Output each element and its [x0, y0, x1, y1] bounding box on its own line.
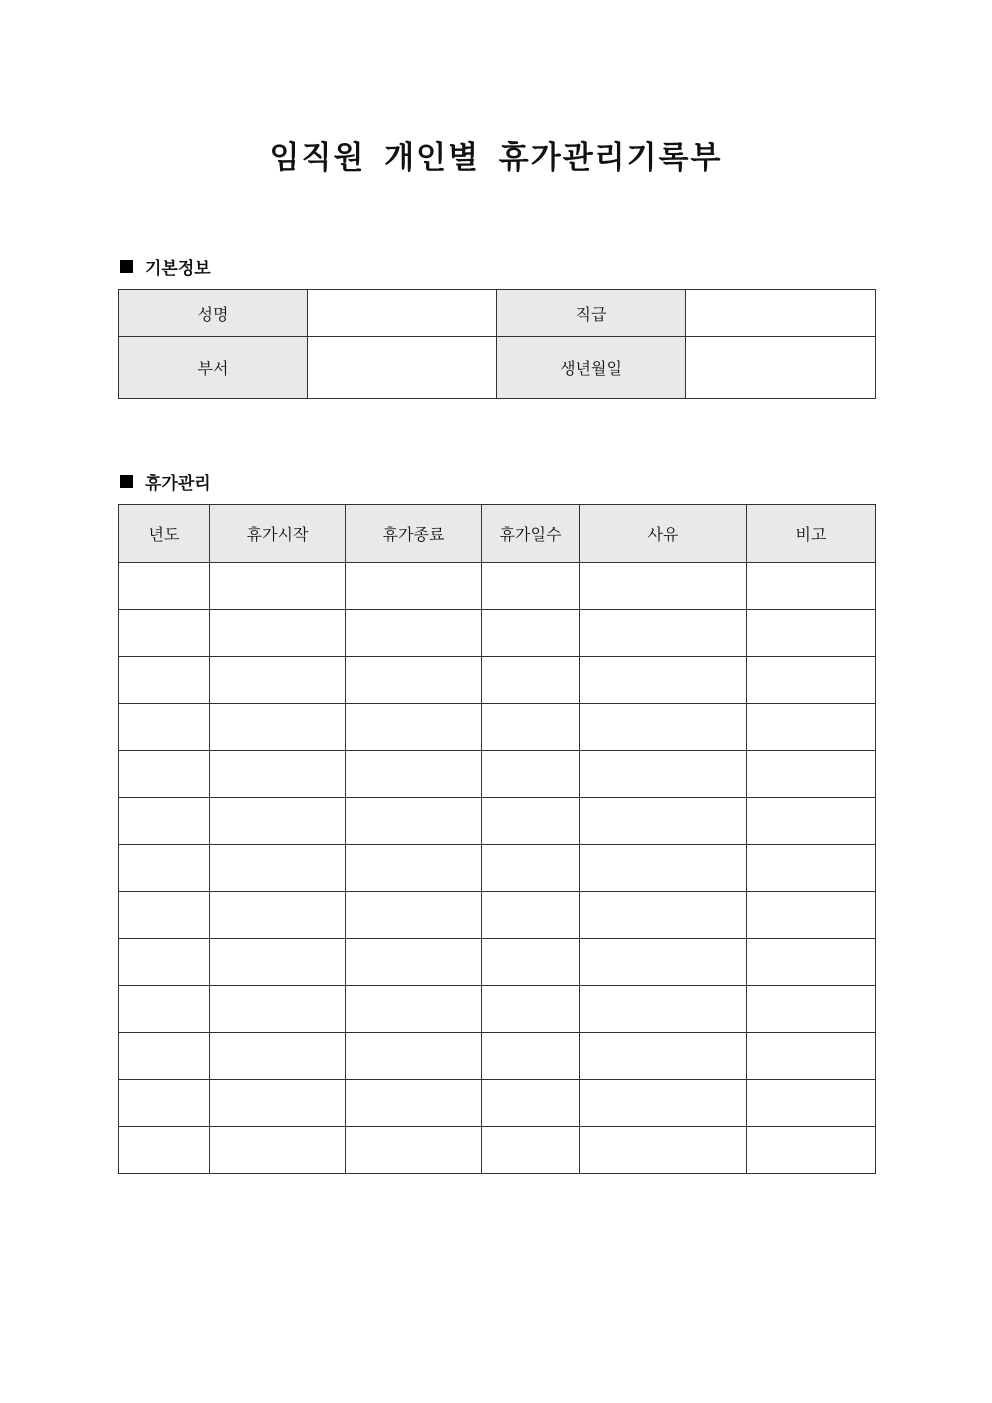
- days-cell[interactable]: [482, 845, 580, 892]
- days-cell[interactable]: [482, 657, 580, 704]
- year-cell[interactable]: [119, 986, 210, 1033]
- table-row: [119, 845, 876, 892]
- days-cell[interactable]: [482, 939, 580, 986]
- end-cell[interactable]: [346, 657, 482, 704]
- reason-cell[interactable]: [580, 563, 747, 610]
- note-cell[interactable]: [747, 798, 876, 845]
- table-row: [119, 1033, 876, 1080]
- reason-cell[interactable]: [580, 1080, 747, 1127]
- department-label: 부서: [119, 337, 308, 399]
- reason-cell[interactable]: [580, 751, 747, 798]
- end-cell[interactable]: [346, 704, 482, 751]
- year-cell[interactable]: [119, 892, 210, 939]
- end-cell[interactable]: [346, 751, 482, 798]
- vacation-header-row: [119, 505, 876, 563]
- note-cell[interactable]: [747, 610, 876, 657]
- col-year: 년도: [119, 505, 210, 563]
- start-cell[interactable]: [210, 798, 346, 845]
- days-cell[interactable]: [482, 610, 580, 657]
- note-cell[interactable]: [747, 939, 876, 986]
- end-cell[interactable]: [346, 986, 482, 1033]
- days-cell[interactable]: [482, 1080, 580, 1127]
- year-cell[interactable]: [119, 845, 210, 892]
- start-cell[interactable]: [210, 845, 346, 892]
- reason-cell[interactable]: [580, 704, 747, 751]
- end-cell[interactable]: [346, 845, 482, 892]
- reason-cell[interactable]: [580, 986, 747, 1033]
- col-start: 휴가시작: [210, 505, 346, 563]
- year-cell[interactable]: [119, 657, 210, 704]
- year-cell[interactable]: [119, 563, 210, 610]
- table-row: [119, 892, 876, 939]
- note-cell[interactable]: [747, 563, 876, 610]
- vacation-heading-label: 휴가관리: [145, 474, 211, 494]
- end-cell[interactable]: [346, 563, 482, 610]
- year-cell[interactable]: [119, 610, 210, 657]
- table-row: [119, 610, 876, 657]
- basic-info-heading-label: 기본정보: [145, 259, 211, 279]
- note-cell[interactable]: [747, 657, 876, 704]
- col-end: 휴가종료: [346, 505, 482, 563]
- birthdate-label: 생년월일: [497, 337, 686, 399]
- days-cell[interactable]: [482, 704, 580, 751]
- year-cell[interactable]: [119, 1033, 210, 1080]
- reason-cell[interactable]: [580, 657, 747, 704]
- note-cell[interactable]: [747, 751, 876, 798]
- note-cell[interactable]: [747, 1080, 876, 1127]
- table-row: [119, 939, 876, 986]
- reason-cell[interactable]: [580, 1033, 747, 1080]
- position-field[interactable]: [686, 290, 876, 337]
- square-bullet-icon: [120, 260, 133, 273]
- col-days: 휴가일수: [482, 505, 580, 563]
- end-cell[interactable]: [346, 610, 482, 657]
- basic-info-heading: [120, 254, 211, 279]
- start-cell[interactable]: [210, 1080, 346, 1127]
- start-cell[interactable]: [210, 704, 346, 751]
- vacation-table: [118, 504, 876, 1174]
- year-cell[interactable]: [119, 704, 210, 751]
- reason-cell[interactable]: [580, 939, 747, 986]
- note-cell[interactable]: [747, 986, 876, 1033]
- start-cell[interactable]: [210, 892, 346, 939]
- reason-cell[interactable]: [580, 845, 747, 892]
- table-row: [119, 751, 876, 798]
- days-cell[interactable]: [482, 563, 580, 610]
- start-cell[interactable]: [210, 610, 346, 657]
- position-label: 직급: [497, 290, 686, 337]
- end-cell[interactable]: [346, 1033, 482, 1080]
- start-cell[interactable]: [210, 657, 346, 704]
- start-cell[interactable]: [210, 986, 346, 1033]
- col-note: 비고: [747, 505, 876, 563]
- end-cell[interactable]: [346, 798, 482, 845]
- reason-cell[interactable]: [580, 798, 747, 845]
- note-cell[interactable]: [747, 892, 876, 939]
- year-cell[interactable]: [119, 798, 210, 845]
- table-row: [119, 657, 876, 704]
- days-cell[interactable]: [482, 751, 580, 798]
- days-cell[interactable]: [482, 798, 580, 845]
- table-row: [119, 563, 876, 610]
- year-cell[interactable]: [119, 1127, 210, 1174]
- table-row: [119, 704, 876, 751]
- start-cell[interactable]: [210, 563, 346, 610]
- end-cell[interactable]: [346, 1127, 482, 1174]
- start-cell[interactable]: [210, 939, 346, 986]
- reason-cell[interactable]: [580, 892, 747, 939]
- square-bullet-icon: [120, 475, 133, 488]
- name-label: 성명: [119, 290, 308, 337]
- days-cell[interactable]: [482, 986, 580, 1033]
- department-field[interactable]: [308, 337, 497, 399]
- start-cell[interactable]: [210, 751, 346, 798]
- days-cell[interactable]: [482, 892, 580, 939]
- reason-cell[interactable]: [580, 1127, 747, 1174]
- vacation-heading: [120, 469, 211, 494]
- basic-info-table: [118, 289, 876, 399]
- note-cell[interactable]: [747, 1127, 876, 1174]
- table-row: [119, 986, 876, 1033]
- end-cell[interactable]: [346, 1080, 482, 1127]
- table-row: [119, 798, 876, 845]
- start-cell[interactable]: [210, 1033, 346, 1080]
- table-row: [119, 1127, 876, 1174]
- document-title: 임직원 개인별 휴가관리기록부: [269, 140, 723, 176]
- col-reason: 사유: [580, 505, 747, 563]
- days-cell[interactable]: [482, 1127, 580, 1174]
- end-cell[interactable]: [346, 939, 482, 986]
- note-cell[interactable]: [747, 845, 876, 892]
- reason-cell[interactable]: [580, 610, 747, 657]
- start-cell[interactable]: [210, 1127, 346, 1174]
- year-cell[interactable]: [119, 1080, 210, 1127]
- name-field[interactable]: [308, 290, 497, 337]
- days-cell[interactable]: [482, 1033, 580, 1080]
- note-cell[interactable]: [747, 1033, 876, 1080]
- table-row: [119, 1080, 876, 1127]
- birthdate-field[interactable]: [686, 337, 876, 399]
- end-cell[interactable]: [346, 892, 482, 939]
- year-cell[interactable]: [119, 939, 210, 986]
- year-cell[interactable]: [119, 751, 210, 798]
- note-cell[interactable]: [747, 704, 876, 751]
